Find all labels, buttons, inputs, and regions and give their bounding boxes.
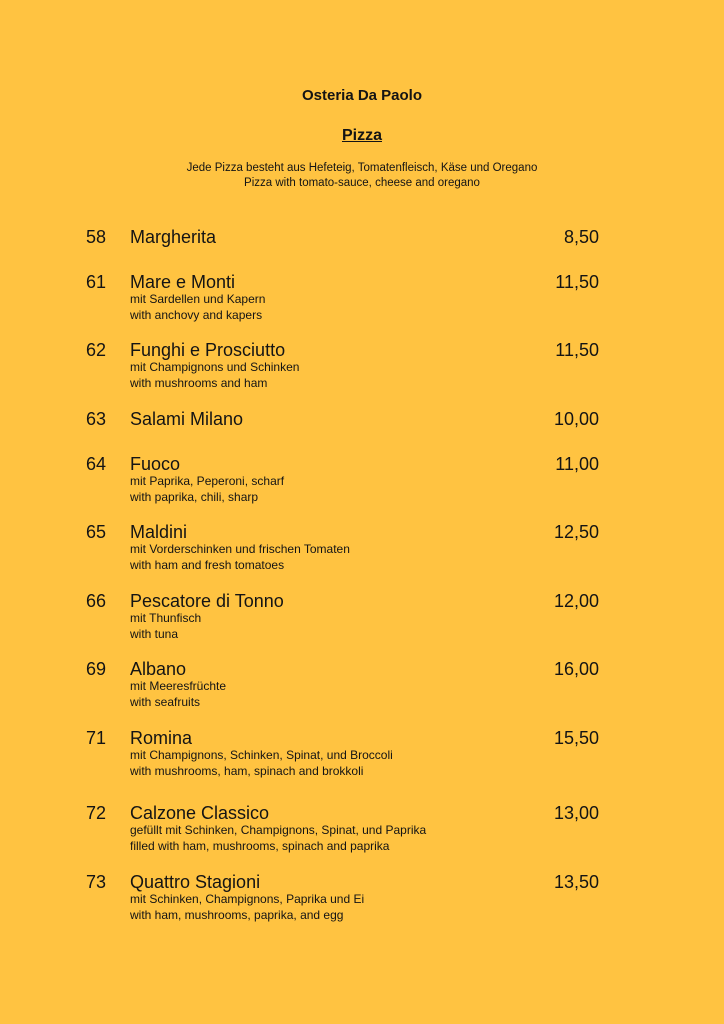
menu-item <box>86 407 599 431</box>
menu-item <box>86 726 599 779</box>
item-price: 13,00 <box>553 803 599 823</box>
item-price: 8,50 <box>563 227 599 247</box>
item-name: Romina <box>130 728 193 748</box>
item-price: 16,00 <box>553 659 599 679</box>
item-price: 13,50 <box>553 872 599 892</box>
item-number: 73 <box>86 872 107 892</box>
item-name: Maldini <box>130 522 188 542</box>
item-description-german: mit Thunfisch <box>130 611 202 625</box>
item-description-english: with tuna <box>130 626 179 641</box>
item-number: 66 <box>86 591 107 611</box>
item-price: 11,50 <box>555 340 599 360</box>
item-number: 65 <box>86 522 107 542</box>
item-description-german: mit Vorderschinken und frischen Tomaten <box>130 542 350 556</box>
item-price: 15,50 <box>553 728 599 748</box>
item-description-german: mit Schinken, Champignons, Paprika und Ei <box>130 892 365 906</box>
item-description-english: with mushrooms, ham, spinach and brokkoli <box>130 763 364 778</box>
item-description-german: gefüllt mit Schinken, Champignons, Spinat, und Paprika <box>130 823 427 837</box>
intro-german: Jede Pizza besteht aus Hefeteig, Tomatenfleisch, Käse und Oregano <box>186 162 538 174</box>
item-name: Mare e Monti <box>130 272 236 292</box>
item-price: 12,00 <box>553 591 599 611</box>
menu-item <box>86 338 599 391</box>
item-description-english: with seafruits <box>130 694 201 709</box>
item-number: 71 <box>86 728 107 748</box>
intro-text <box>0 161 724 190</box>
item-name: Fuoco <box>130 454 181 474</box>
item-price: 11,00 <box>555 454 599 474</box>
restaurant-name: Osteria Da Paolo <box>301 87 423 104</box>
item-description-english: with anchovy and kapers <box>130 307 263 322</box>
item-name: Pescatore di Tonno <box>130 591 284 611</box>
item-price: 12,50 <box>553 522 599 542</box>
item-description-english: filled with ham, mushrooms, spinach and paprika <box>130 838 390 853</box>
item-name: Albano <box>130 659 187 679</box>
item-number: 61 <box>86 272 107 292</box>
item-description-german: mit Meeresfrüchte <box>130 679 227 693</box>
item-description-german: mit Sardellen und Kapern <box>130 292 266 306</box>
menu-item <box>86 589 599 642</box>
item-price: 11,50 <box>555 272 599 292</box>
item-description-german: mit Champignons und Schinken <box>130 360 300 374</box>
menu-item <box>86 520 599 573</box>
item-description-english: with ham and fresh tomatoes <box>130 557 285 572</box>
item-number: 72 <box>86 803 107 823</box>
item-description-english: with paprika, chili, sharp <box>130 489 259 504</box>
item-name: Salami Milano <box>130 409 244 429</box>
menu-item <box>86 801 599 854</box>
item-description-german: mit Paprika, Peperoni, scharf <box>130 474 285 488</box>
intro-english: Pizza with tomato-sauce, cheese and oregano <box>244 176 480 189</box>
item-number: 69 <box>86 659 107 679</box>
menu-item <box>86 452 599 505</box>
item-name: Calzone Classico <box>130 803 270 823</box>
item-description-german: mit Champignons, Schinken, Spinat, und Broccoli <box>130 748 393 762</box>
section-title: Pizza <box>341 127 382 144</box>
menu-item <box>86 657 599 710</box>
menu-item <box>86 225 599 249</box>
item-number: 63 <box>86 409 107 429</box>
item-number: 62 <box>86 340 107 360</box>
item-name: Funghi e Prosciutto <box>130 340 286 360</box>
item-description-english: with mushrooms and ham <box>130 375 268 390</box>
item-number: 64 <box>86 454 107 474</box>
menu-item <box>86 870 599 923</box>
menu-item <box>86 270 599 323</box>
item-name: Quattro Stagioni <box>130 872 261 892</box>
item-price: 10,00 <box>553 409 599 429</box>
item-number: 58 <box>86 227 107 247</box>
item-name: Margherita <box>130 227 217 247</box>
item-description-english: with ham, mushrooms, paprika, and egg <box>130 907 344 922</box>
